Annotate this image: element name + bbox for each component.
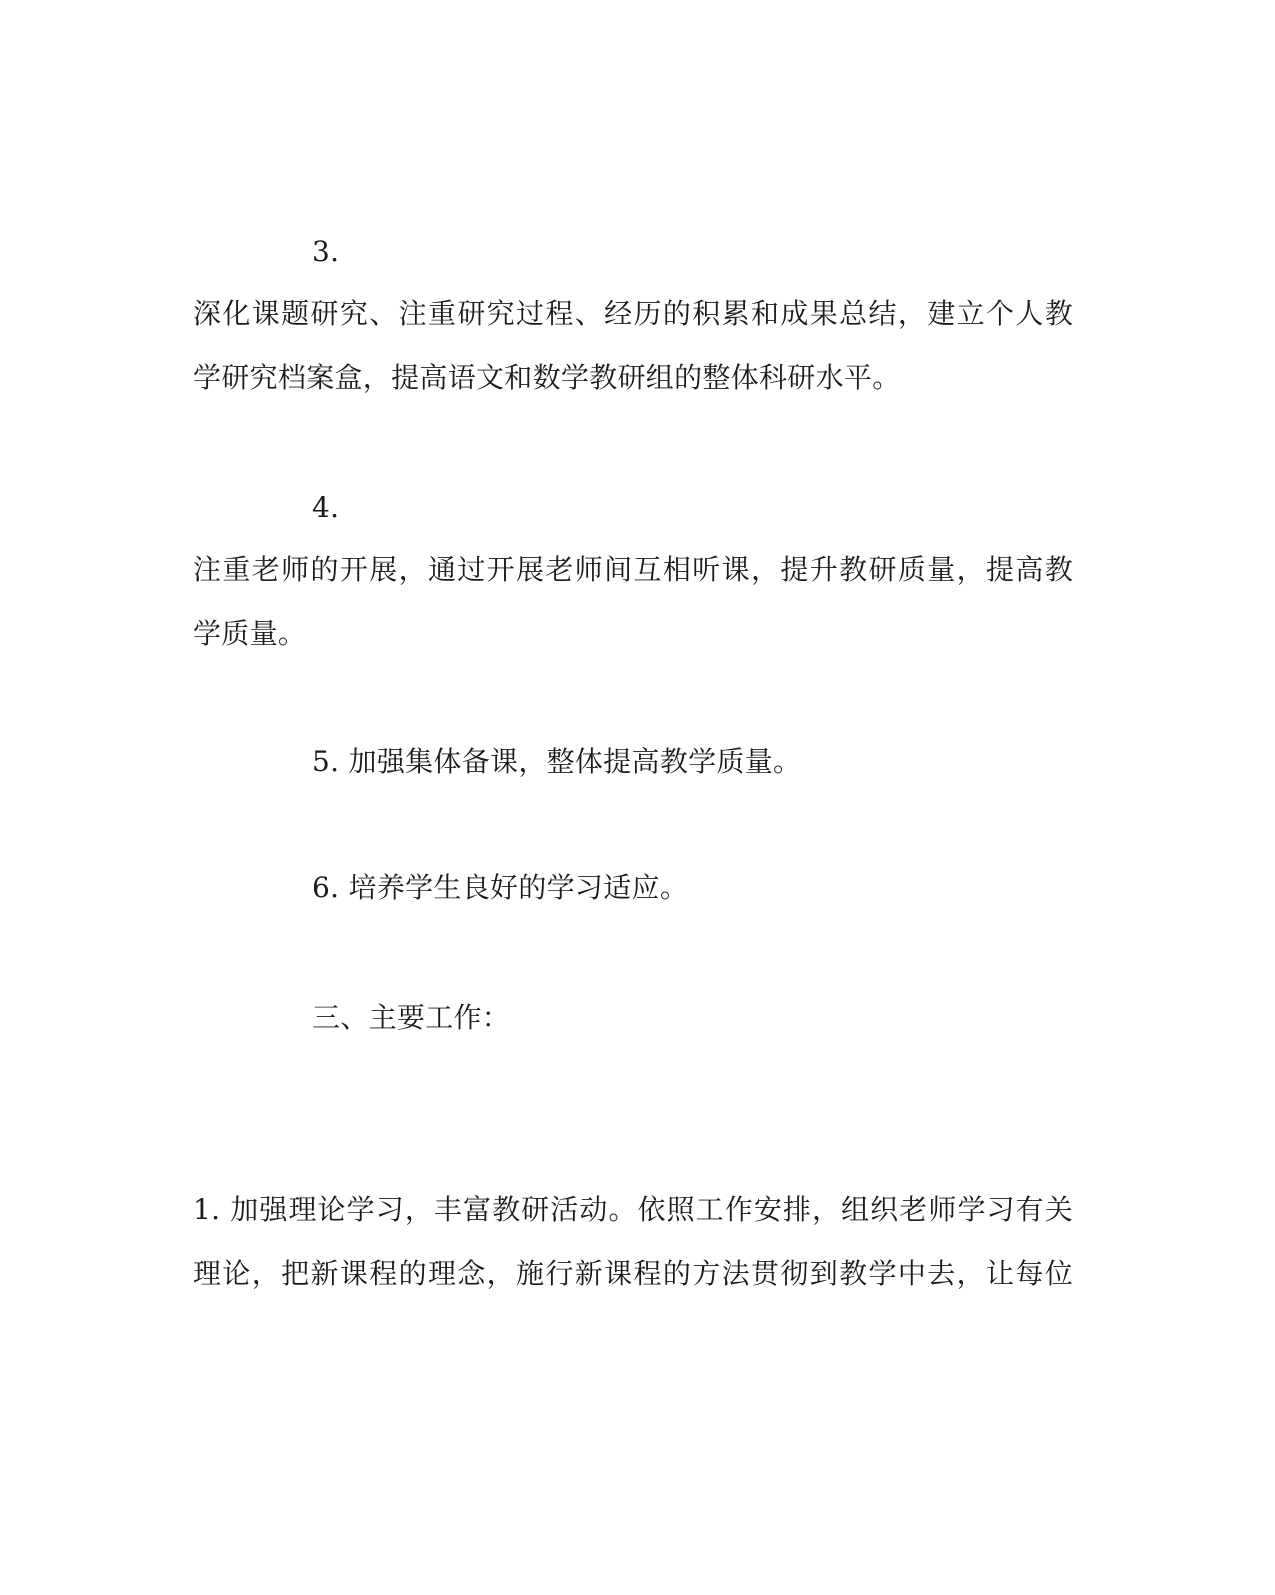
item-3-text-line-2: 学研究档案盒，提高语文和数学教研组的整体科研水平。 <box>193 361 901 394</box>
item-4-text-line-1: 注重老师的开展，通过开展老师间互相听课，提升教研质量，提高教 <box>193 553 1073 586</box>
item-3-number: 3. <box>312 235 340 268</box>
section-3-heading: 三、主要工作： <box>312 1001 511 1034</box>
item-4-number: 4. <box>312 491 340 524</box>
item-5-text: 5. 加强集体备课，整体提高教学质量。 <box>312 745 802 778</box>
work-1-text-line-2: 理论，把新课程的理念，施行新课程的方法贯彻到教学中去，让每位 <box>193 1257 1073 1290</box>
item-6-text: 6. 培养学生良好的学习适应。 <box>312 871 689 904</box>
work-1-text-line-1: 1. 加强理论学习，丰富教研活动。依照工作安排，组织老师学习有关 <box>193 1193 1073 1226</box>
item-3-text-line-1: 深化课题研究、注重研究过程、经历的积累和成果总结，建立个人教 <box>193 297 1073 330</box>
item-4-text-line-2: 学质量。 <box>193 617 307 650</box>
